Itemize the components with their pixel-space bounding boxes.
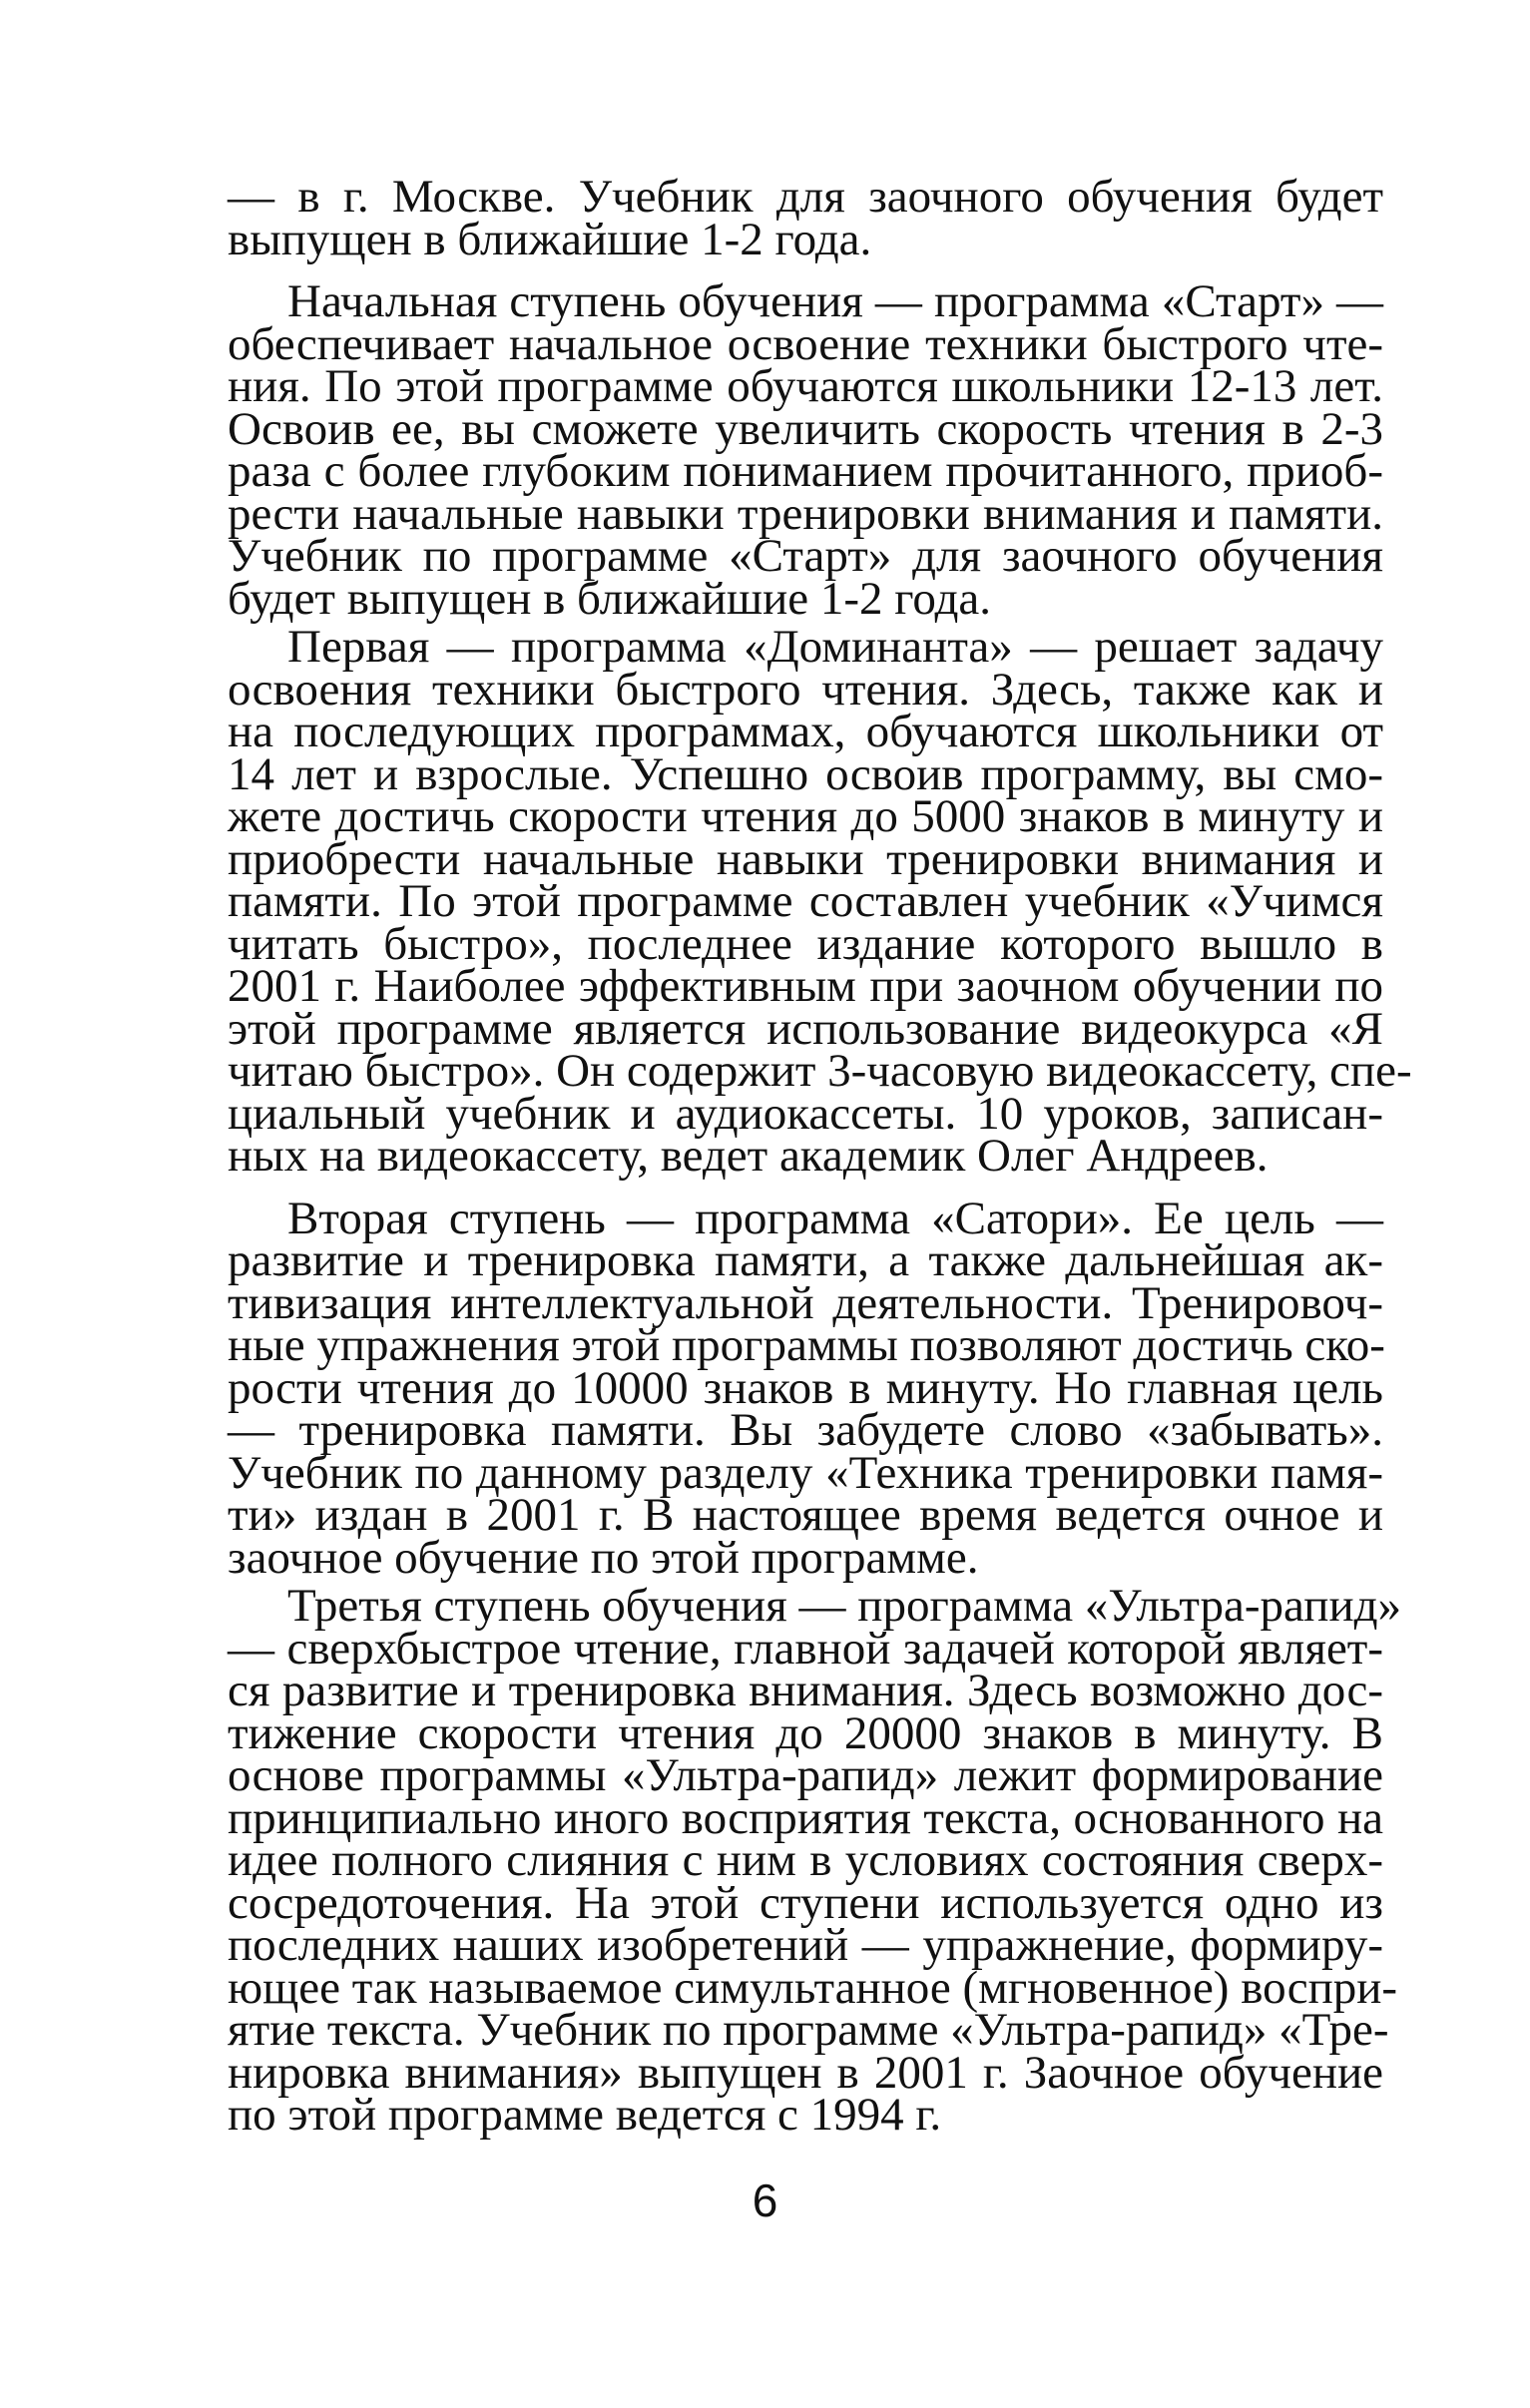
text-line: Первая — программа «Доминанта» — решает задачу	[287, 621, 1383, 673]
text-line: приобрести начальные навыки тренировки внимания и	[228, 832, 1383, 885]
page-body	[228, 171, 1412, 2157]
text-line: — в г. Москве. Учебник для заочного обучения будет	[228, 171, 1383, 223]
paragraph-3	[228, 621, 1412, 1182]
text-line: развитие и тренировка памяти, а также дальнейшая ак-	[228, 1234, 1383, 1286]
text-line: — тренировка памяти. Вы забудете слово «забывать».	[228, 1404, 1383, 1456]
text-line: принципиально иного восприятия текста, основанного на	[228, 1791, 1383, 1844]
text-line: — сверхбыстрое чтение, главной задачей которой являет-	[228, 1622, 1383, 1675]
text-line: выпущен в ближайшие 1-2 года.	[228, 213, 872, 265]
text-line: циальный учебник и аудиокассеты. 10 уроков, записан-	[228, 1087, 1383, 1140]
text-line: обеспечивает начальное освоение техники быстрого чте-	[228, 317, 1383, 370]
text-line: Вторая ступень — программа «Сатори». Ее цель —	[287, 1192, 1383, 1244]
text-line: заочное обучение по этой программе.	[228, 1531, 979, 1584]
text-line: памяти. По этой программе составлен учебник «Учимся	[228, 875, 1383, 927]
text-line: основе программы «Ультра-рапид» лежит формирование	[228, 1749, 1383, 1801]
text-line: Освоив ее, вы сможете увеличить скорость чтения в 2-3	[228, 402, 1383, 455]
text-line: ти» издан в 2001 г. В настоящее время ведется очное и	[228, 1489, 1383, 1541]
text-line: 2001 г. Наиболее эффективным при заочном обучении по	[228, 960, 1383, 1012]
paragraph-2	[228, 275, 1383, 625]
text-line: ющее так называемое симультанное (мгновенное) воспри-	[228, 1961, 1398, 2014]
text-line: раза с более глубоким пониманием прочитанного, приоб-	[228, 445, 1383, 497]
text-line: будет выпущен в ближайшие 1-2 года.	[228, 572, 992, 625]
text-line: Учебник по программе «Старт» для заочного обучения	[228, 530, 1383, 582]
text-line: рести начальные навыки тренировки внимания и памяти.	[228, 487, 1383, 540]
text-line: читаю быстро». Он содержит 3-часовую видеокассету, спе-	[228, 1045, 1412, 1097]
text-line: ятие текста. Учебник по программе «Ультра-рапид» «Тре-	[228, 2004, 1389, 2056]
text-line: ных на видеокассету, ведет академик Олег Андреев.	[228, 1130, 1269, 1182]
text-line: освоения техники быстрого чтения. Здесь, также как и	[228, 663, 1383, 716]
text-line: ные упражнения этой программы позволяют достичь ско-	[228, 1319, 1385, 1371]
text-line: тивизация интеллектуальной деятельности. Тренировоч-	[228, 1276, 1383, 1329]
text-line: ся развитие и тренировка внимания. Здесь возможно дос-	[228, 1665, 1383, 1716]
text-line: 14 лет и взрослые. Успешно освоив программу, вы смо-	[228, 747, 1383, 800]
text-line: на последующих программах, обучаются школьники от	[228, 706, 1383, 757]
text-line: этой программе является использование видеокурса «Я	[228, 1002, 1383, 1055]
text-line: последних наших изобретений — упражнение, формиру-	[228, 1919, 1383, 1971]
paragraph-4	[228, 1192, 1385, 1584]
text-line: идее полного слияния с ним в условиях состояния сверх-	[228, 1834, 1383, 1886]
text-line: Третья ступень обучения — программа «Ультра-рапид»	[287, 1580, 1402, 1632]
text-line: рости чтения до 10000 знаков в минуту. Но главная цель	[228, 1361, 1383, 1414]
text-line: тижение скорости чтения до 20000 знаков в минуту. В	[228, 1706, 1383, 1759]
paragraph-1	[228, 171, 1383, 265]
text-line: сосредоточения. На этой ступени используется одно из	[228, 1876, 1383, 1929]
text-line: нировка внимания» выпущен в 2001 г. Заочное обучение	[228, 2046, 1383, 2099]
text-line: Начальная ступень обучения — программа «Старт» —	[287, 275, 1383, 327]
text-line: жете достичь скорости чтения до 5000 знаков в минуту и	[228, 790, 1383, 842]
text-line: Учебник по данному разделу «Техника тренировки памя-	[228, 1446, 1383, 1499]
text-line: по этой программе ведется с 1994 г.	[228, 2089, 942, 2141]
text-line: читать быстро», последнее издание которого вышло в	[228, 917, 1383, 970]
paragraph-5	[228, 1580, 1402, 2141]
page-number: 6	[752, 2174, 778, 2226]
text-line: ния. По этой программе обучаются школьники 12-13 лет.	[228, 360, 1383, 412]
